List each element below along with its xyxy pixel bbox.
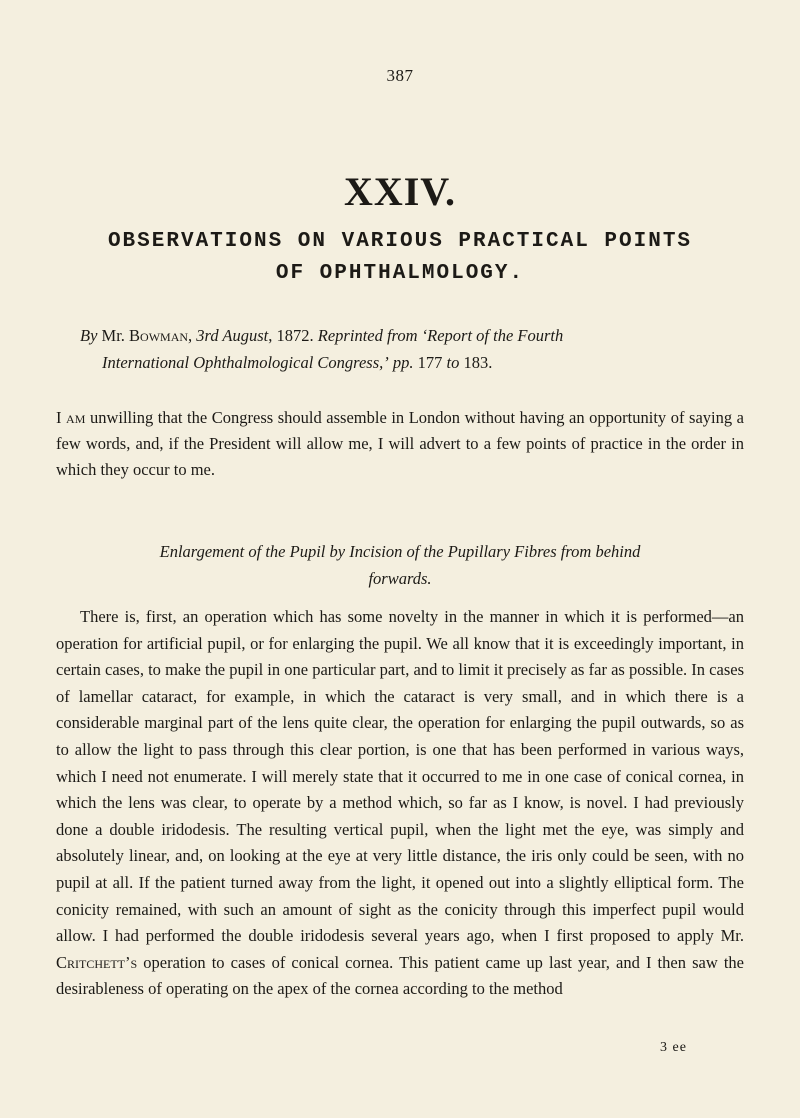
byline-by: By — [80, 326, 98, 345]
chapter-title — [60, 226, 740, 290]
author-name: Bowman — [129, 326, 189, 345]
end-page: 183. — [463, 353, 493, 372]
section-heading-line-1: Enlargement of the Pupil by Incision of the Pupillary Fibres from behind — [159, 542, 641, 561]
body-paragraph — [56, 604, 744, 1003]
page-number: 387 — [386, 66, 414, 85]
congress-name: International Ophthalmological Congress,’ — [102, 353, 389, 372]
critchett-name: Critchett’s — [56, 952, 138, 972]
section-heading — [80, 538, 720, 592]
chapter-title-line-1: OBSERVATIONS ON VARIOUS PRACTICAL POINTS — [107, 230, 693, 253]
chapter-title-line-2: OF OPHTHALMOLOGY. — [275, 262, 525, 285]
intro-text: unwilling that the Congress should assemble in London without having an opportunity of saying a few words, and, if the President will allow me, I will advert to a few points of practice in the order in which they occur to me. — [56, 408, 744, 479]
section-heading-line-2: forwards. — [368, 569, 432, 588]
body-text-before: There is, first, an operation which has some novelty in the manner in which it is performed—an operation for artificial pupil, or for enlarging the pupil. We all know that it is exceedingly important, in certain cases, to make the pupil in one particular part, and to limit it precisely as far as possible. In cases of lamellar cataract, for example, in which the cataract is very small, and in which there is a considerable marginal part of the lens quite clear, the operation for enlarging the pupil outwards, so as to allow the light to pass through this clear portion, is one that has been performed in various ways, which I need not enumerate. I will merely state that it occurred to me in one case of conical cornea, in which the lens was clear, to operate by a method which, so far as I know, is novel. I had previously done a double iridodesis. The resulting vertical pupil, when the light met the eye, was simply and absolutely linear, and, on looking at the eye at very little distance, the iris only could be seen, with no pupil at all. If the patient turned away from the light, it opened out into a slightly elliptical form. The conicity remained, with such an amount of sight as the conicity through this imperfect pupil would allow. I had performed the double iridodesis several years ago, when I first proposed to apply Mr. — [56, 607, 744, 946]
byline-year: 1872. — [276, 326, 314, 345]
author-prefix: Mr. — [101, 326, 125, 345]
chapter-number: XXIV. — [343, 169, 457, 214]
body-text-after: operation to cases of conical cornea. This patient came up last year, and I then saw the desirableness of operating on the apex of the cornea according to the method — [56, 952, 745, 999]
pp-label: pp. — [392, 353, 414, 372]
intro-first-word: I am — [56, 408, 86, 427]
reprint-source: Reprinted from ‘Report of the Fourth — [317, 326, 564, 345]
start-page: 177 — [417, 353, 443, 372]
byline-date: 3rd August — [196, 326, 269, 345]
to-label: to — [446, 353, 460, 372]
intro-paragraph — [56, 405, 744, 483]
byline: By Mr. Bowman, 3rd August, 1872. Reprinted from ‘Report of the Fourth International Ophthalmological Congress,’ pp. 177 to 183. — [80, 326, 564, 372]
signature-mark: 3 ee — [660, 1040, 687, 1055]
